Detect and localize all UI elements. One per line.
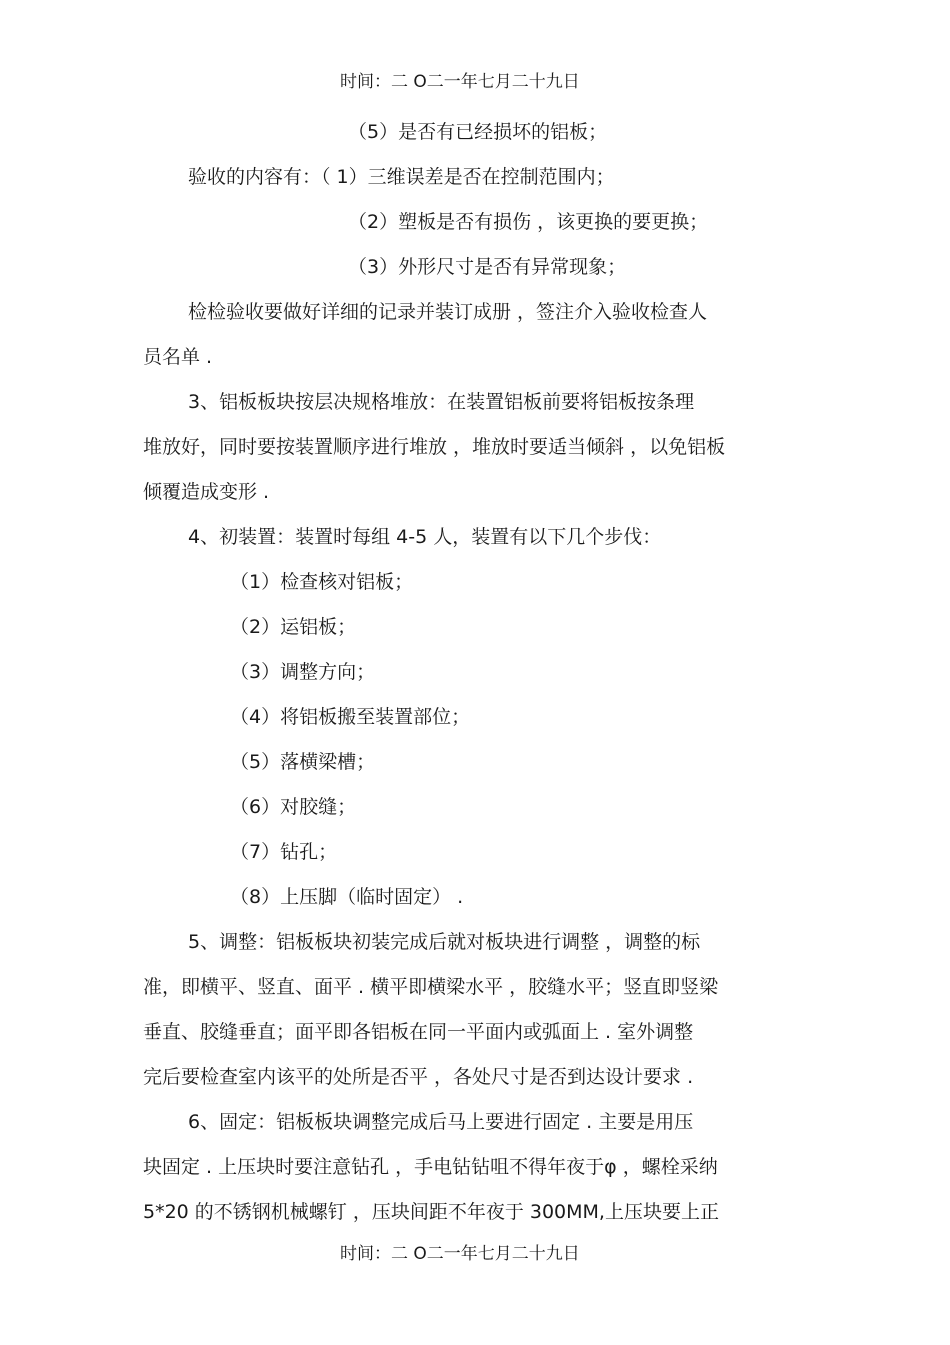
text-line: （4）将铝板搬至装置部位； — [230, 706, 471, 728]
text-line: （2）塑板是否有损伤 ，该更换的要更换； — [348, 211, 709, 233]
text-line: （3）外形尺寸是否有异常现象； — [348, 256, 627, 278]
text-line: 员名单 . — [143, 346, 213, 368]
text-line: 5*20 的不锈钢机械螺钉 ，压块间距不年夜于 300MM,上压块要上正 — [143, 1201, 719, 1223]
text-line: 5、调整：铝板板块初装完成后就对板块进行调整 ，调整的标 — [188, 931, 701, 953]
text-line: 堆放好，同时要按装置顺序进行堆放 ，堆放时要适当倾斜 ，以免铝板 — [143, 436, 726, 458]
page-footer: 时间：二 O二一年七月二十九日 — [340, 1244, 580, 1264]
text-line: 垂直、胶缝垂直；面平即各铝板在同一平面内或弧面上 . 室外调整 — [143, 1021, 694, 1043]
text-line: 检检验收要做好详细的记录并装订成册 ，签注介入验收检查人 — [188, 301, 708, 323]
text-line: （8）上压脚（临时固定） . — [230, 886, 464, 908]
text-line: 倾覆造成变形 . — [143, 481, 270, 503]
text-line: （2）运铝板； — [230, 616, 357, 638]
text-line: （1）检查核对铝板； — [230, 571, 414, 593]
page-header: 时间：二 O二一年七月二十九日 — [340, 72, 580, 92]
text-line: （3）调整方向； — [230, 661, 376, 683]
text-line: 准，即横平、竖直、面平 . 横平即横梁水平 ，胶缝水平；竖直即竖梁 — [143, 976, 719, 998]
text-line: （5）是否有已经损坏的铝板； — [348, 121, 608, 143]
text-line: 块固定 . 上压块时要注意钻孔 ，手电钻钻咀不得年夜于φ ，螺栓采纳 — [143, 1156, 718, 1178]
text-line: （5）落横梁槽； — [230, 751, 376, 773]
text-line: 完后要检查室内该平的处所是否平 ，各处尺寸是否到达设计要求 . — [143, 1066, 694, 1088]
text-line: 验收的内容有：（ 1）三维误差是否在控制范围内； — [188, 166, 615, 188]
text-line: 3、铝板板块按层决规格堆放：在装置铝板前要将铝板按条理 — [188, 391, 695, 413]
text-line: （6）对胶缝； — [230, 796, 357, 818]
text-line: 4、初装置：装置时每组 4-5 人，装置有以下几个步伐： — [188, 526, 662, 548]
text-line: （7）钻孔； — [230, 841, 338, 863]
text-line: 6、固定：铝板板块调整完成后马上要进行固定 . 主要是用压 — [188, 1111, 694, 1133]
